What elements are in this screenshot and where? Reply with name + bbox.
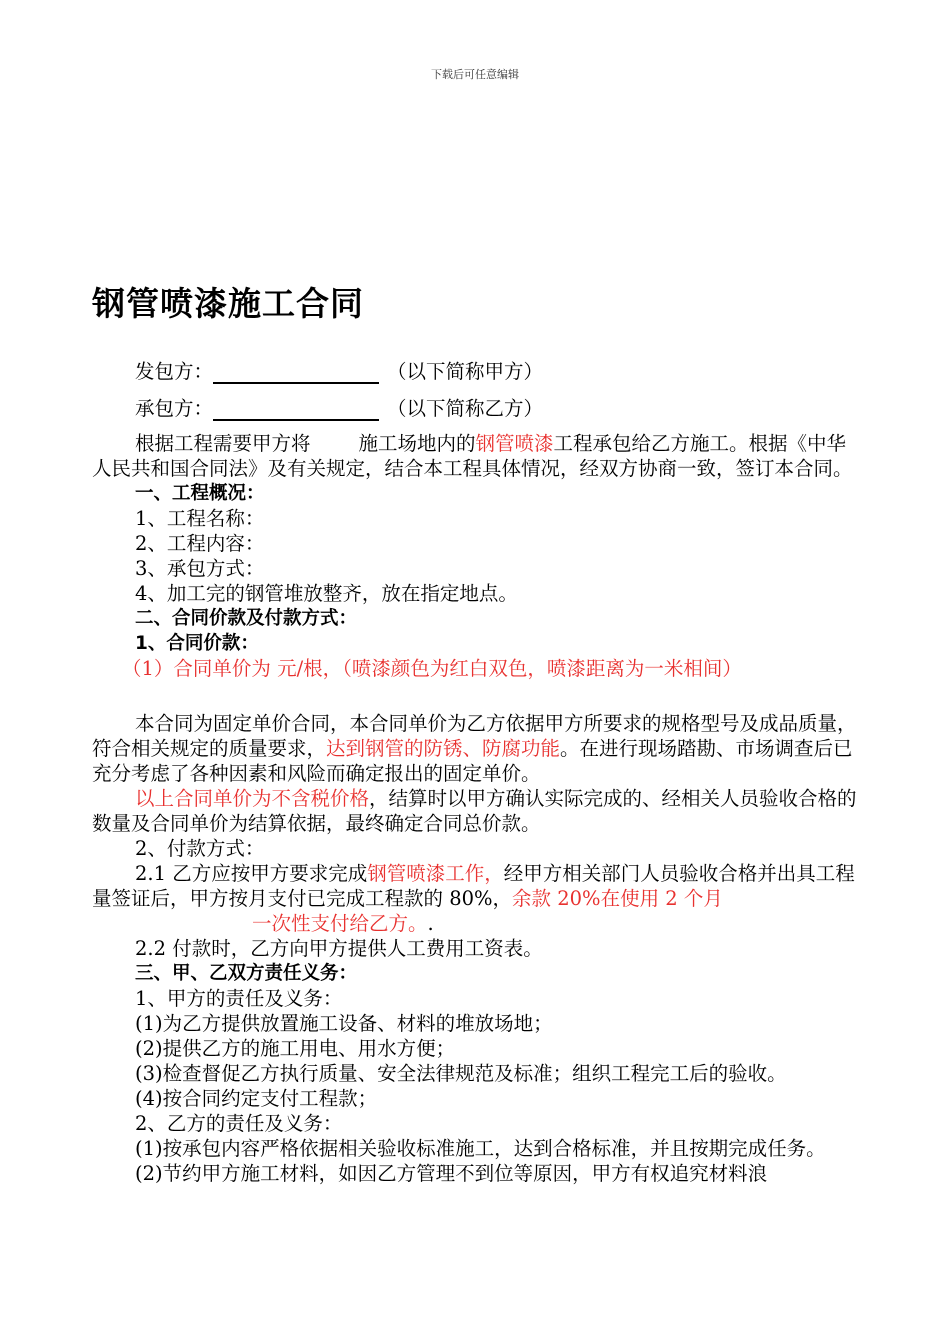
s2-para2: 以上合同单价为不含税价格，结算时以甲方确认实际完成的、经相关人员验收合格的数量及合同单价为结算依据，最终确定合同总价款。 (92, 787, 857, 835)
s2-sub1: 1、合同价款： (135, 633, 259, 654)
s2-para1: 本合同为固定单价合同，本合同单价为乙方依据甲方所要求的规格型号及成品质量，符合相关规定的质量要求，达到钢管的防锈、防腐功能。在进行现场踏勘、市场调查后已充分考虑了各种因素和风险而确定报出的固定单价。 (92, 712, 857, 785)
unit-price-line: （1）合同单价为 元/根，（喷漆颜色为红白双色，喷漆距离为一米相间） (122, 657, 742, 680)
page-header: 下载后可任意编辑 (431, 68, 519, 81)
s2-clause-2-1: 2.1 乙方应按甲方要求完成钢管喷漆工作，经甲方相关部门人员验收合格并出具工程量签证后，甲方按月支付已完成工程款的 80%，余款 20%在使用 2 个月一次性支付给乙方。. (92, 862, 855, 935)
s1-item: 1、工程名称： (135, 507, 265, 530)
s3-sub2: 2、乙方的责任及义务： (135, 1112, 343, 1135)
document-title: 钢管喷漆施工合同 (92, 284, 364, 323)
section-3-heading: 三、甲、乙双方责任义务： (135, 963, 358, 984)
party-b-note: （以下简称乙方） (387, 397, 544, 420)
section-1-heading: 一、工程概况： (135, 483, 265, 504)
s2-clause-2-2: 2.2 付款时，乙方向甲方提供人工费用工资表。 (135, 937, 543, 960)
s3-a-item: (3)检查督促乙方执行质量、安全法律规范及标准；组织工程完工后的验收。 (135, 1062, 787, 1085)
s3-a-item: (2)提供乙方的施工用电、用水方便； (135, 1037, 456, 1060)
intro-paragraph: 根据工程需要甲方将 施工场地内的钢管喷漆工程承包给乙方施工。根据《中华人民共和国合同法》及有关规定，结合本工程具体情况，经双方协商一致，签订本合同。 (92, 432, 853, 480)
party-b-blank[interactable] (213, 397, 379, 421)
s3-sub1: 1、甲方的责任及义务： (135, 987, 343, 1010)
party-b-label: 承包方： (135, 397, 214, 420)
s1-item: 2、工程内容： (135, 532, 265, 555)
s2-sub2: 2、付款方式： (135, 837, 265, 860)
section-2-heading: 二、合同价款及付款方式： (135, 608, 358, 629)
s3-b-item: (1)按承包内容严格依据相关验收标准施工，达到合格标准，并且按期完成任务。 (135, 1137, 826, 1160)
party-a-blank[interactable] (213, 360, 379, 384)
party-b-line (92, 394, 860, 431)
document-body (92, 357, 860, 1186)
party-a-line (92, 357, 860, 394)
s3-b-item: (2)节约甲方施工材料，如因乙方管理不到位等原因，甲方有权追究材料浪 (135, 1162, 768, 1185)
party-a-label: 发包方： (135, 360, 214, 383)
party-a-note: （以下简称甲方） (387, 360, 544, 383)
s3-a-item: (1)为乙方提供放置施工设备、材料的堆放场地； (135, 1012, 553, 1035)
s1-item: 3、承包方式： (135, 557, 265, 580)
s1-item: 4、加工完的钢管堆放整齐，放在指定地点。 (135, 582, 518, 605)
s3-a-item: (4)按合同约定支付工程款； (135, 1087, 378, 1110)
